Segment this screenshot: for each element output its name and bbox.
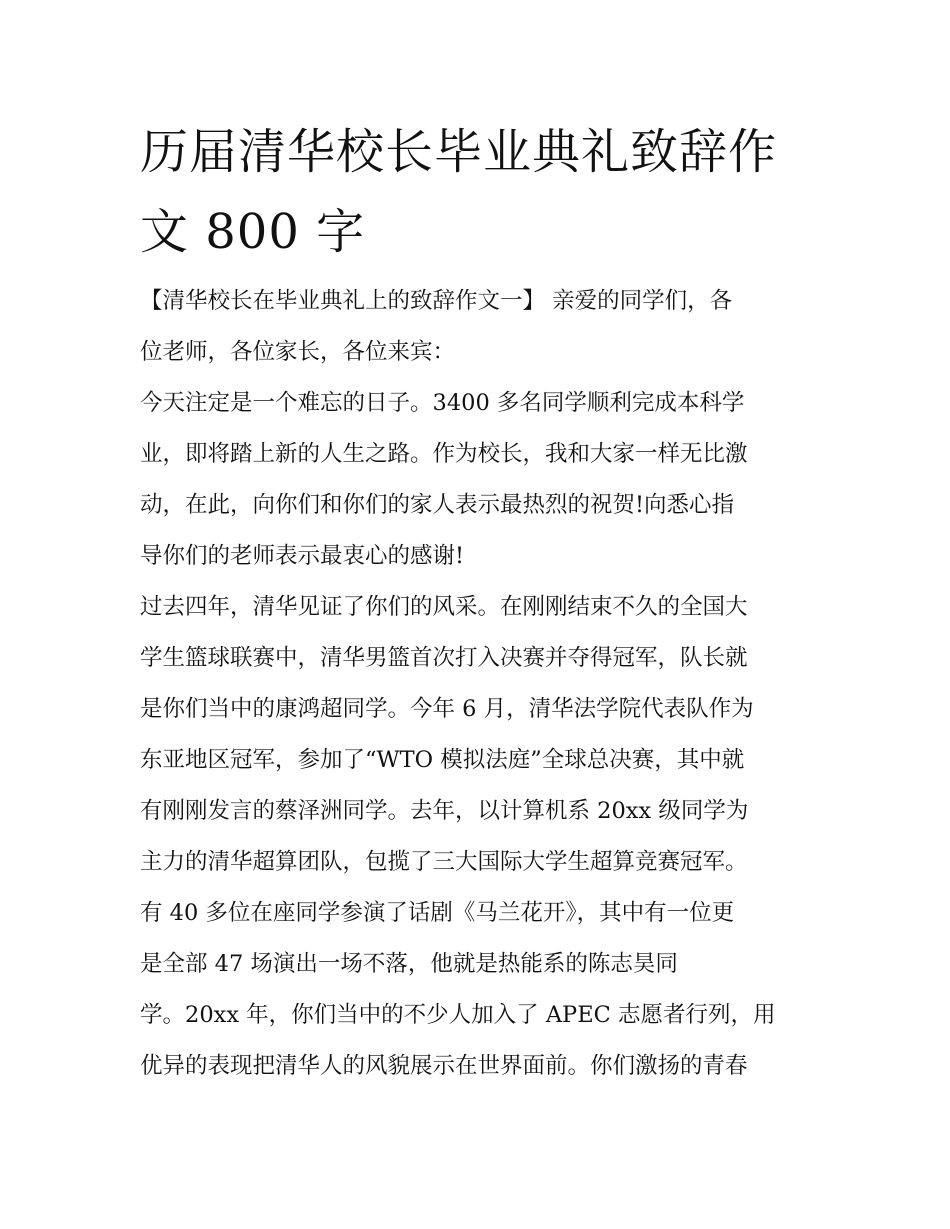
body-line: 主力的清华超算团队，包揽了三大国际大学生超算竞赛冠军。 <box>140 849 748 875</box>
body-line: 学生篮球联赛中，清华男篮首次打入决赛并夺得冠军，队长就 <box>140 645 748 671</box>
body-line: 优异的表现把清华人的风貌展示在世界面前。你们激扬的青春 <box>140 1053 748 1079</box>
body-line: 位老师，各位家长，各位来宾： <box>140 339 456 365</box>
body-line: 动，在此，向你们和你们的家人表示最热烈的祝贺!向悉心指 <box>140 492 735 518</box>
body-line: 有 40 多位在座同学参演了话剧《马兰花开》，其中有一位更 <box>140 900 735 926</box>
body-line: 是你们当中的康鸿超同学。今年 6 月，清华法学院代表队作为 <box>140 696 754 722</box>
title-line: 历届清华校长毕业典礼致辞作 <box>140 124 778 180</box>
body-line: 业，即将踏上新的人生之路。作为校长，我和大家一样无比激 <box>140 441 748 467</box>
body-line: 导你们的老师表示最衷心的感谢! <box>140 543 465 569</box>
body-line: 今天注定是一个难忘的日子。3400 多名同学顺利完成本科学 <box>140 390 745 416</box>
body-line: 【清华校长在毕业典礼上的致辞作文一】 亲爱的同学们，各 <box>140 288 733 314</box>
body-line: 东亚地区冠军，参加了“WTO 模拟法庭”全球总决赛，其中就 <box>140 747 745 773</box>
body-line: 有刚刚发言的蔡泽洲同学。去年，以计算机系 20xx 级同学为 <box>140 798 749 824</box>
document-title <box>140 112 820 272</box>
body-line: 过去四年，清华见证了你们的风采。在刚刚结束不久的全国大 <box>140 594 748 620</box>
document-body <box>140 276 830 1092</box>
body-line: 是全部 47 场演出一场不落，他就是热能系的陈志昊同 <box>140 951 678 977</box>
title-line: 文 800 字 <box>140 204 366 260</box>
body-line: 学。20xx 年，你们当中的不少人加入了 APEC 志愿者行列，用 <box>140 1002 776 1028</box>
